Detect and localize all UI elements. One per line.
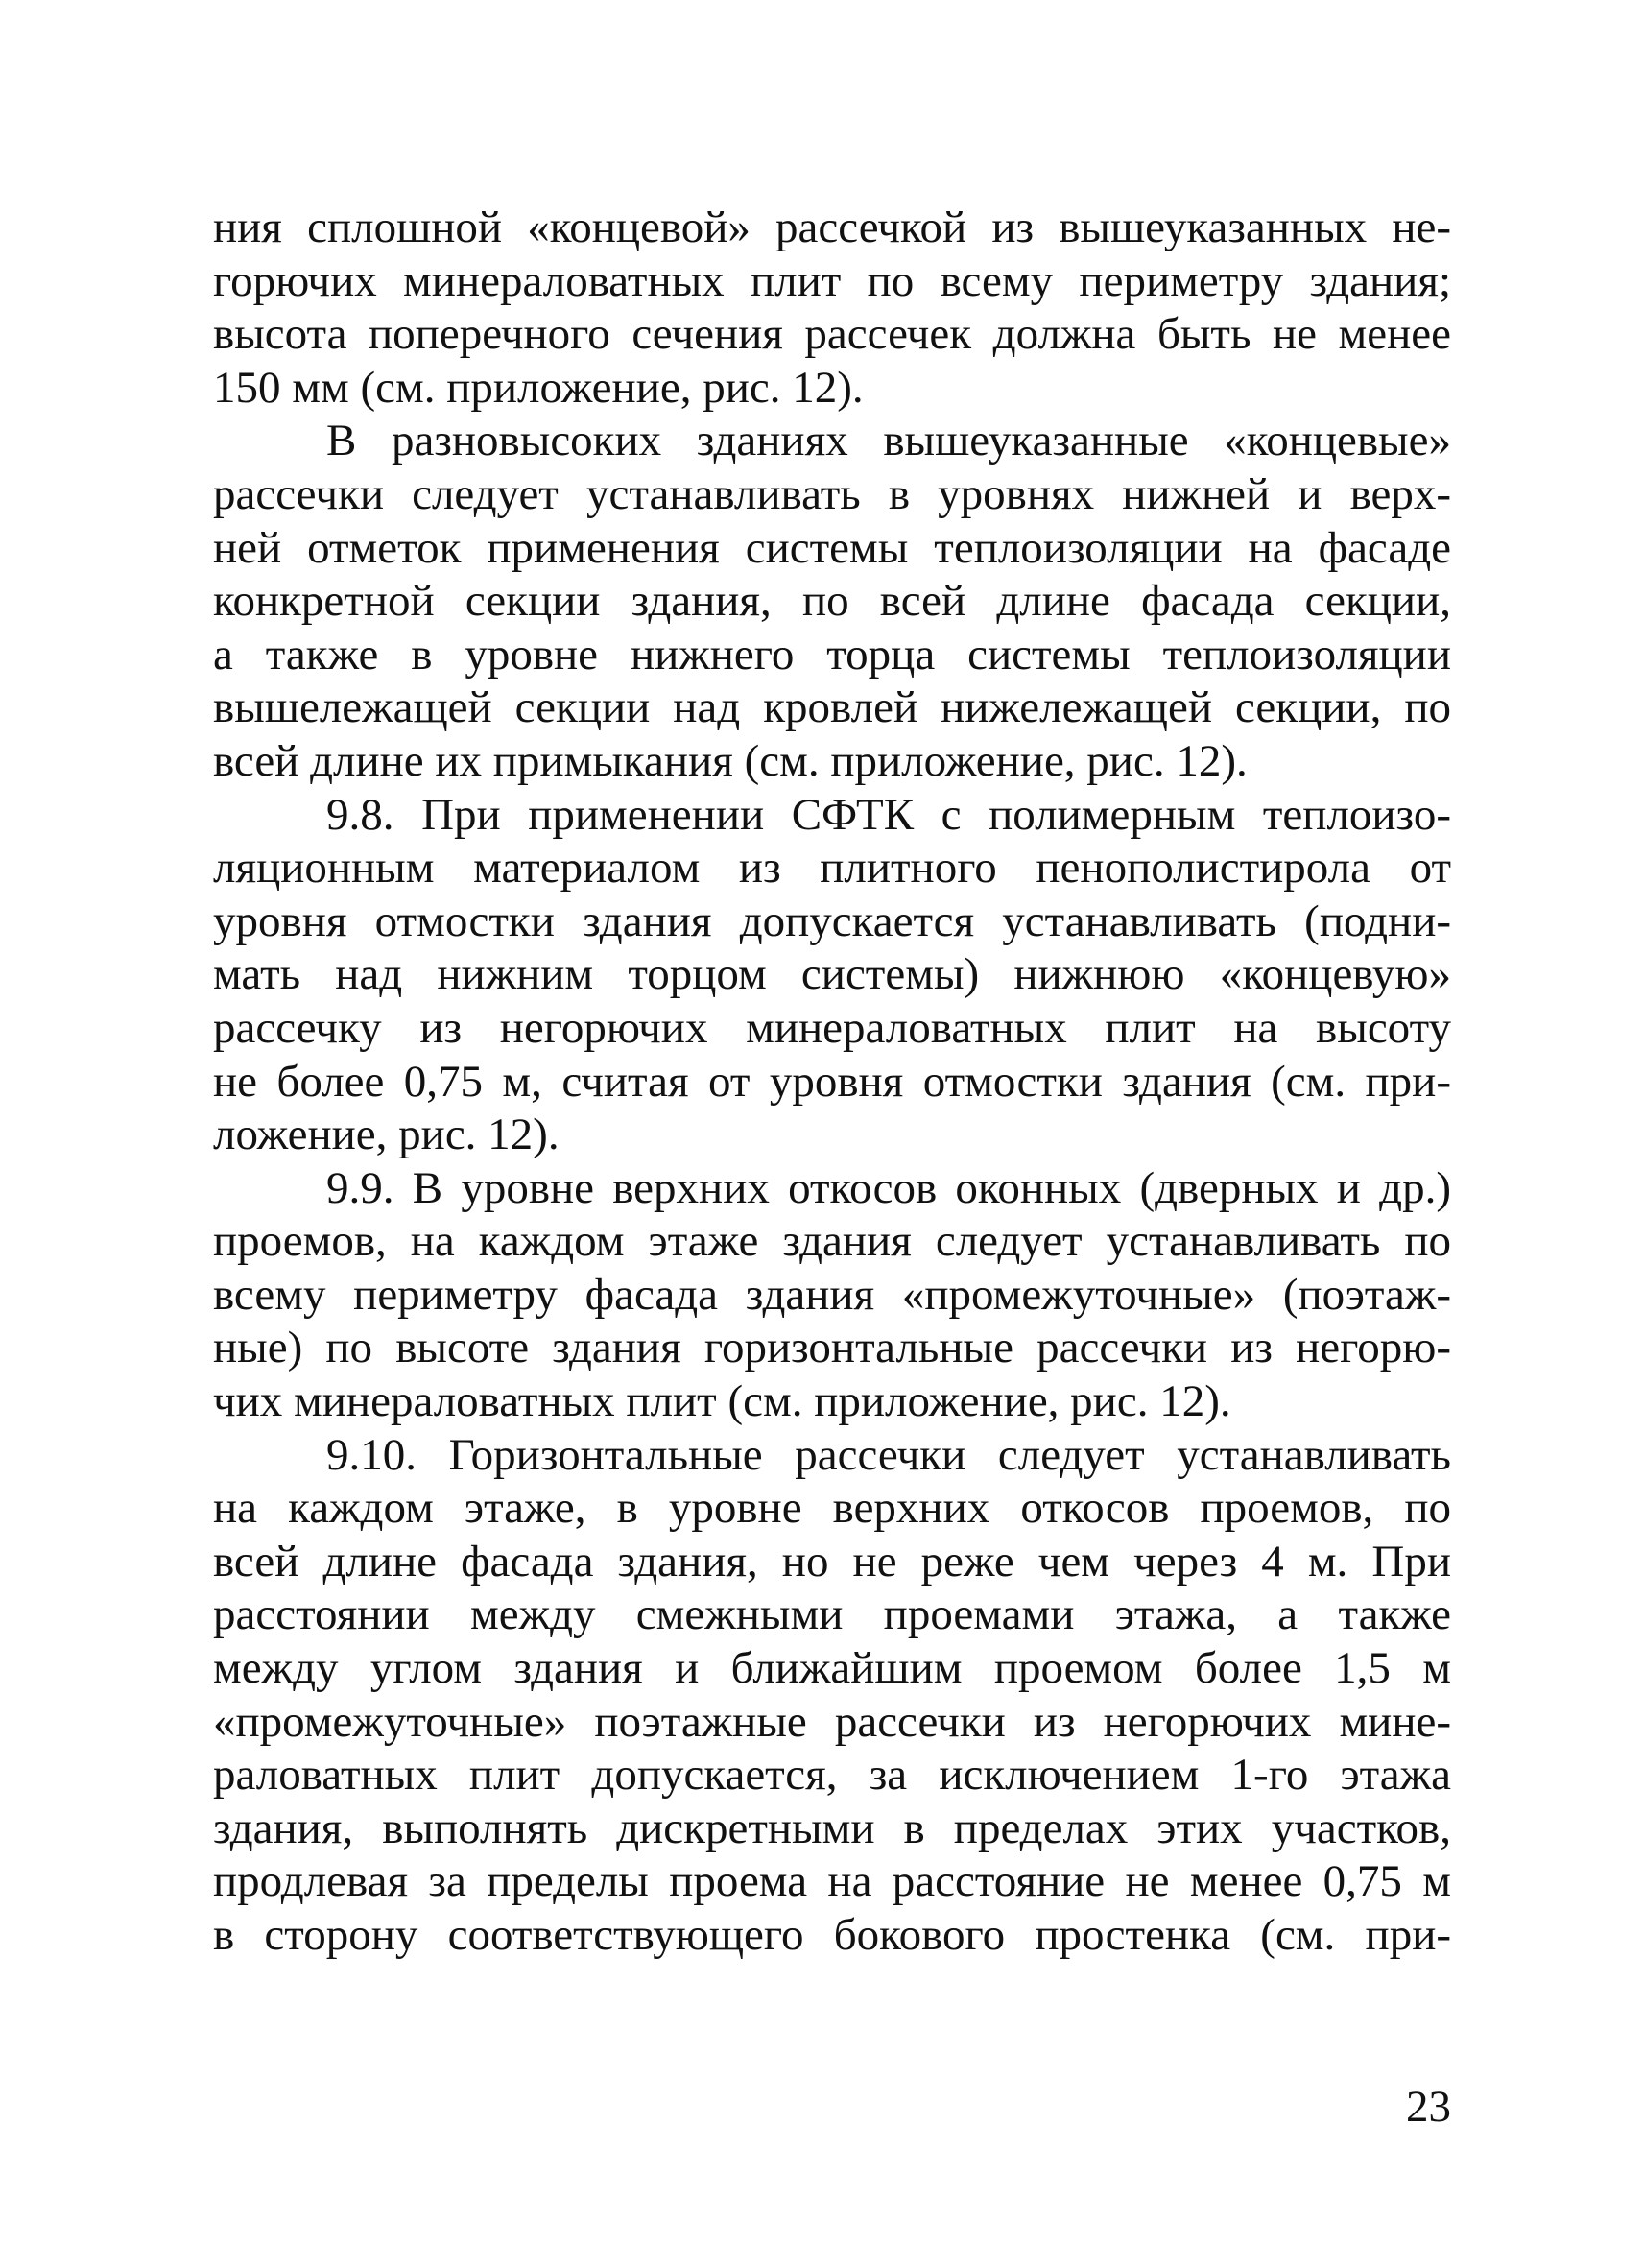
text-line: конкретной секции здания, по всей длине фасада секции,	[213, 576, 1451, 627]
text-line: здания, выполнять дискретными в пределах этих участков,	[213, 1802, 1451, 1853]
text-line: чих минераловатных плит (см. приложение, рис. 12).	[213, 1376, 1231, 1427]
text-line: рассечки следует устанавливать в уровнях нижней и верх-	[213, 468, 1451, 519]
text-line: ложение, рис. 12).	[213, 1110, 560, 1160]
text-line: не более 0,75 м, считая от уровня отмостки здания (см. при-	[213, 1056, 1451, 1107]
page-number: 23	[1406, 2082, 1451, 2132]
text-line: мать над нижним торцом системы) нижнюю «концевую»	[213, 949, 1451, 1000]
text-line: вышележащей секции над кровлей нижележащей секции, по	[213, 682, 1451, 733]
text-line: высота поперечного сечения рассечек должна быть не менее	[213, 309, 1451, 360]
text-line: «промежуточные» поэтажные рассечки из негорючих мине-	[213, 1696, 1451, 1747]
text-line: между углом здания и ближайшим проемом более 1,5 м	[213, 1643, 1451, 1694]
paragraph-first-line: 9.8. При применении СФТК с полимерным теплоизо-	[326, 789, 1451, 840]
text-line: на каждом этаже, в уровне верхних откосов проемов, по	[213, 1483, 1451, 1534]
text-line: в сторону соответствующего бокового простенка (см. при-	[213, 1910, 1451, 1960]
paragraph-first-line: В разновысоких зданиях вышеуказанные «концевые»	[326, 416, 1451, 466]
text-line: всему периметру фасада здания «промежуточные» (поэтаж-	[213, 1269, 1451, 1320]
text-line: расстоянии между смежными проемами этажа, а также	[213, 1589, 1451, 1640]
body-text	[213, 202, 1451, 1963]
paragraph-first-line: 9.9. В уровне верхних откосов оконных (дверных и др.)	[326, 1162, 1451, 1213]
text-line: 150 мм (см. приложение, рис. 12).	[213, 362, 864, 413]
text-line: уровня отмостки здания допускается устанавливать (подни-	[213, 895, 1451, 946]
text-line: ния сплошной «концевой» рассечкой из вышеуказанных не-	[213, 203, 1451, 252]
text-line: продлевая за пределы проема на расстояние не менее 0,75 м	[213, 1856, 1451, 1907]
text-line: а также в уровне нижнего торца системы теплоизоляции	[213, 629, 1451, 680]
text-line: ней отметок применения системы теплоизоляции на фасаде	[213, 522, 1451, 573]
text-line: раловатных плит допускается, за исключением 1-го этажа	[213, 1750, 1451, 1801]
text-line: горючих минераловатных плит по всему периметру здания;	[213, 255, 1451, 306]
text-line: ляционным материалом из плитного пенополистирола от	[213, 843, 1451, 894]
text-line: всей длине их примыкания (см. приложение, рис. 12).	[213, 735, 1248, 786]
text-line: рассечку из негорючих минераловатных плит на высоту	[213, 1002, 1451, 1053]
text-line: проемов, на каждом этаже здания следует устанавливать по	[213, 1216, 1451, 1267]
text-line: ные) по высоте здания горизонтальные рассечки из негорю-	[213, 1323, 1451, 1373]
paragraph-first-line: 9.10. Горизонтальные рассечки следует устанавливать	[326, 1429, 1451, 1480]
text-line: всей длине фасада здания, но не реже чем через 4 м. При	[213, 1536, 1451, 1587]
